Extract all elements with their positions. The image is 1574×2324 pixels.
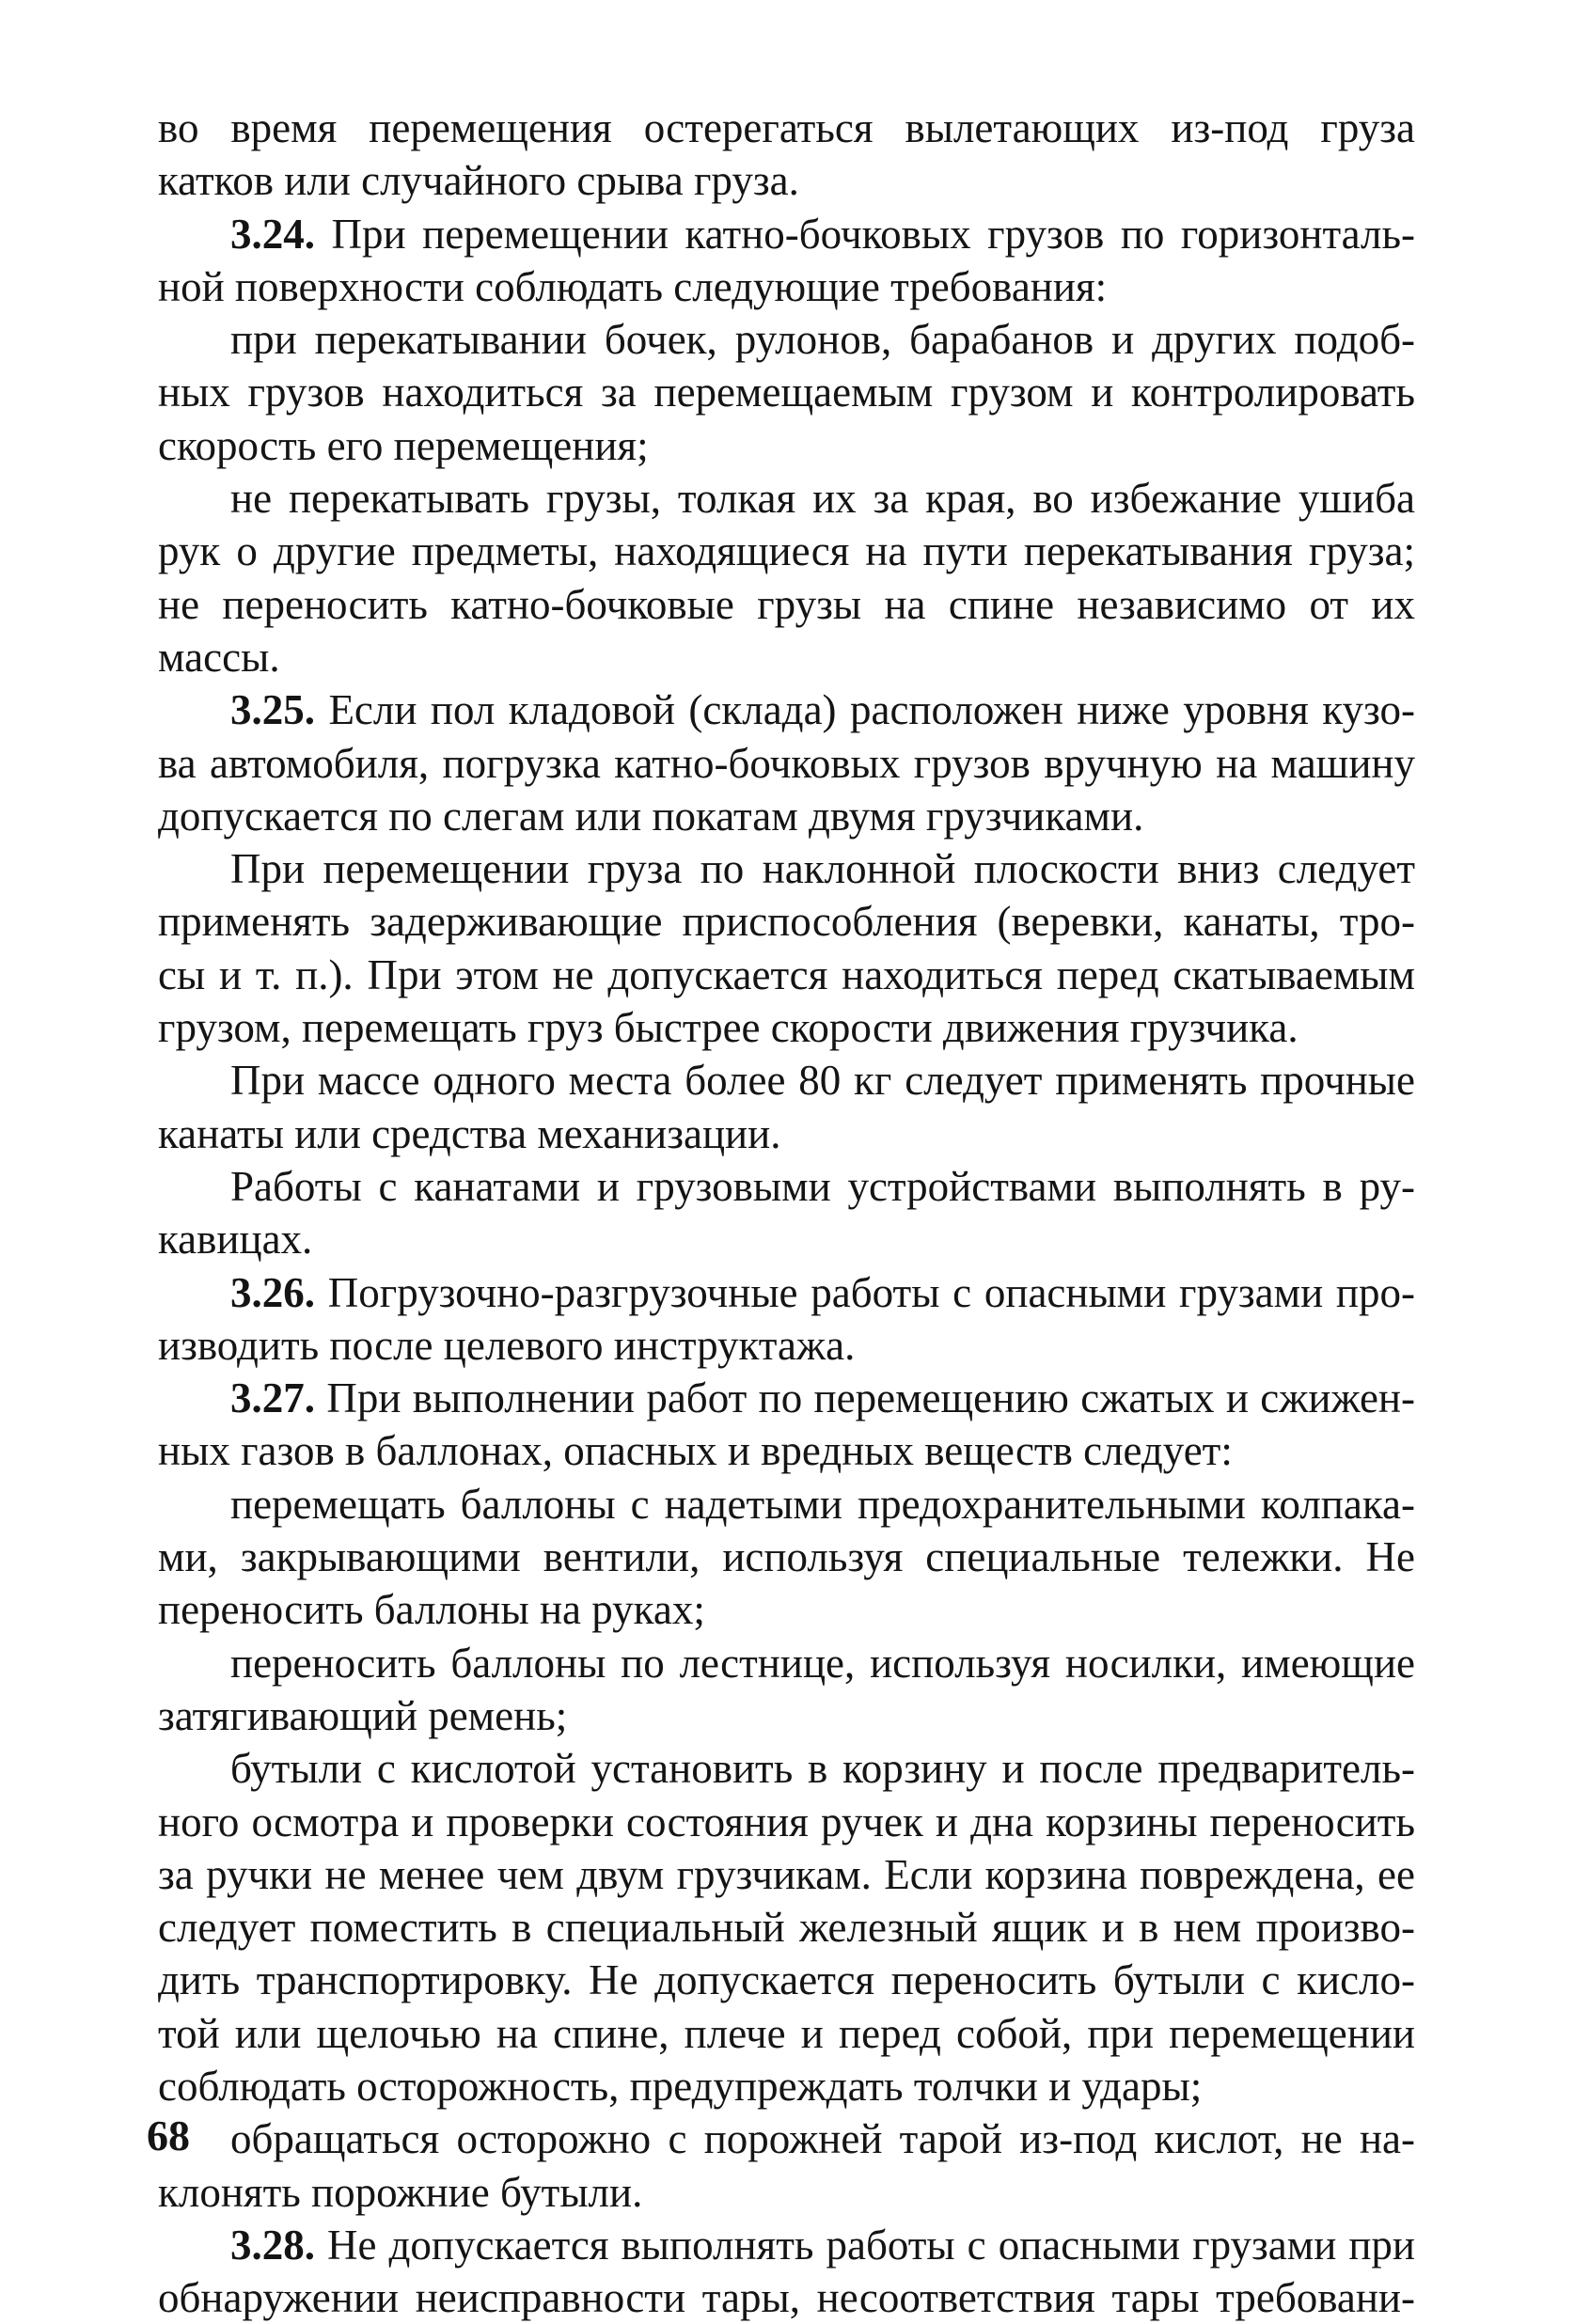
page-body [158, 102, 1415, 2324]
line-text: ной поверхности соблюдать следующие требования: [158, 262, 1108, 310]
line-text: переносить баллоны на руках; [158, 1586, 705, 1634]
line-text: При выполнении работ по перемещению сжатых и сжижен- [315, 1374, 1415, 1422]
line-text: канаты или средства механизации. [158, 1109, 781, 1157]
text-line [158, 949, 1415, 1001]
line-text: обнаружении неисправности тары, несоответствия тары требовани- [158, 2274, 1415, 2322]
page-number: 68 [147, 2112, 190, 2159]
text-line [158, 2060, 1415, 2112]
line-text: не переносить катно-бочковые грузы на спине независимо от их [158, 580, 1415, 628]
line-text: Работы с канатами и грузовыми устройствами выполнять в ру- [230, 1162, 1415, 1210]
text-line [158, 260, 1415, 313]
text-line [158, 790, 1415, 842]
text-line [158, 313, 1415, 366]
line-text: Не допускается выполнять работы с опасными грузами при [315, 2221, 1415, 2269]
text-line [158, 1901, 1415, 1954]
line-text: дить транспортировку. Не допускается переносить бутыли с кисло- [158, 1956, 1415, 2004]
text-line [158, 1107, 1415, 1160]
text-line [158, 1213, 1415, 1265]
line-text: ва автомобиля, погрузка катно-бочковых грузов вручную на машину [158, 739, 1415, 787]
text-line [158, 1001, 1415, 1054]
text-line [158, 1742, 1415, 1795]
line-text: Если пол кладовой (склада) расположен ниже уровня кузо- [315, 686, 1415, 734]
line-text: ных газов в баллонах, опасных и вредных веществ следует: [158, 1427, 1233, 1475]
text-line [158, 1796, 1415, 1848]
line-text: При перемещении катно-бочковых грузов по горизонталь- [315, 210, 1415, 258]
section-number: 3.28. [230, 2221, 315, 2269]
line-text: При перемещении груза по наклонной плоскости вниз следует [230, 845, 1415, 893]
text-line [158, 578, 1415, 631]
section-number: 3.24. [230, 210, 315, 258]
text-line [158, 737, 1415, 790]
line-text: не перекатывать грузы, толкая их за края, во избежание ушиба [230, 475, 1415, 523]
line-text: бутыли с кислотой установить в корзину и после предваритель- [230, 1745, 1415, 1793]
text-line [158, 1583, 1415, 1636]
line-text: той или щелочью на спине, плече и перед собой, при перемещении [158, 2009, 1415, 2057]
line-text: грузом, перемещать груз быстрее скорости движения грузчика. [158, 1004, 1299, 1052]
line-text: допускается по слегам или покатам двумя грузчиками. [158, 792, 1144, 840]
line-text: при перекатывании бочек, рулонов, барабанов и других подоб- [230, 316, 1415, 364]
line-text: скорость его перемещения; [158, 421, 649, 469]
section-number: 3.27. [230, 1374, 315, 1422]
line-text: ми, закрывающими вентили, используя специальные тележки. Не [158, 1533, 1415, 1581]
text-line [158, 1424, 1415, 1477]
line-text: переносить баллоны по лестнице, используя носилки, имеющие [230, 1639, 1415, 1687]
line-text: применять задерживающие приспособления (веревки, канаты, тро- [158, 898, 1415, 946]
text-line [158, 842, 1415, 895]
text-line [158, 2007, 1415, 2060]
text-line [158, 154, 1415, 207]
line-text: следует поместить в специальный железный ящик и в нем произво- [158, 1904, 1415, 1952]
text-line [158, 683, 1415, 736]
text-line [158, 2271, 1415, 2324]
line-text: затягивающий ремень; [158, 1691, 568, 1739]
line-text: перемещать баллоны с надетыми предохранительными колпака- [230, 1480, 1415, 1528]
text-line [158, 208, 1415, 260]
text-line [158, 1689, 1415, 1742]
text-line [158, 1954, 1415, 2006]
text-line [158, 472, 1415, 525]
text-line [158, 2166, 1415, 2219]
line-text: клонять порожние бутыли. [158, 2168, 643, 2216]
text-line [158, 102, 1415, 154]
text-line [158, 2219, 1415, 2271]
text-line [158, 1531, 1415, 1583]
line-text: ных грузов находиться за перемещаемым грузом и контролировать [158, 369, 1415, 416]
line-text: массы. [158, 633, 280, 681]
line-text: кавицах. [158, 1216, 313, 1264]
text-line [158, 1160, 1415, 1213]
text-line [158, 1637, 1415, 1689]
line-text: катков или случайного срыва груза. [158, 157, 799, 205]
line-text: ного осмотра и проверки состояния ручек и дна корзины переносить [158, 1798, 1415, 1845]
line-text: обращаться осторожно с порожней тарой из-под кислот, не на- [230, 2115, 1415, 2163]
text-line [158, 1319, 1415, 1372]
text-line [158, 366, 1415, 418]
section-number: 3.26. [230, 1268, 315, 1316]
text-line [158, 419, 1415, 472]
line-text: Погрузочно-разгрузочные работы с опасными грузами про- [315, 1268, 1415, 1316]
line-text: во время перемещения остерегаться вылетающих из-под груза [158, 104, 1415, 151]
text-line [158, 1848, 1415, 1901]
text-line [158, 1054, 1415, 1107]
text-line [158, 1478, 1415, 1531]
text-line [158, 2112, 1415, 2165]
text-line [158, 1266, 1415, 1319]
line-text: за ручки не менее чем двум грузчикам. Если корзина повреждена, ее [158, 1850, 1415, 1898]
line-text: При массе одного места более 80 кг следует применять прочные [230, 1057, 1415, 1105]
line-text: рук о другие предметы, находящиеся на пути перекатывания груза; [158, 527, 1415, 575]
text-line [158, 631, 1415, 683]
line-text: изводить после целевого инструктажа. [158, 1321, 856, 1369]
text-line [158, 1372, 1415, 1424]
line-text: соблюдать осторожность, предупреждать толчки и удары; [158, 2062, 1203, 2110]
text-line [158, 895, 1415, 948]
text-line [158, 525, 1415, 577]
section-number: 3.25. [230, 686, 315, 734]
line-text: сы и т. п.). При этом не допускается находиться перед скатываемым [158, 950, 1415, 998]
